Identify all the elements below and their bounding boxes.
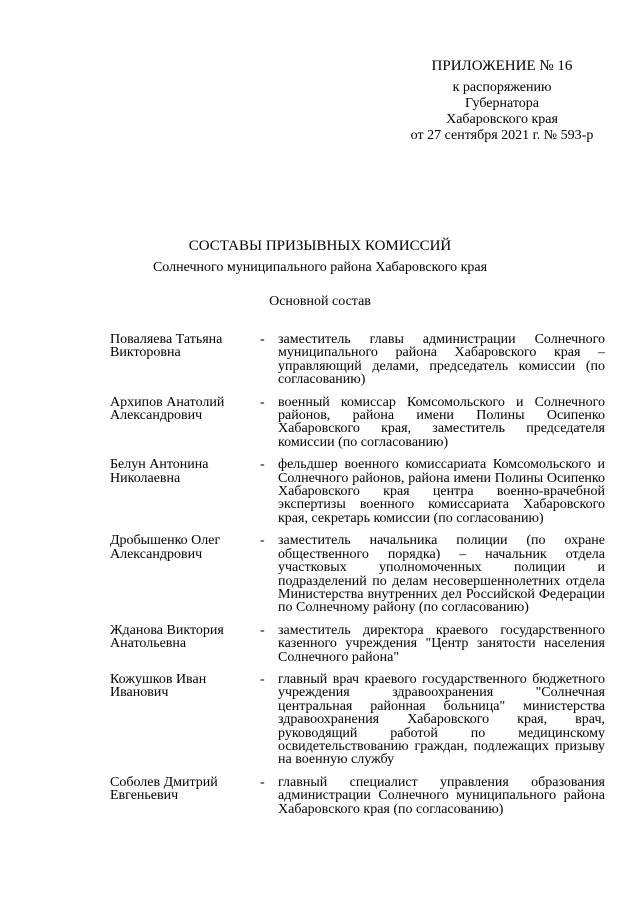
member-entry [110, 333, 605, 387]
member-entry [110, 776, 605, 816]
member-role: военный комиссар Комсомольского и Солнечного районов, района имени Полины Осипенко Хабаровского края, заместитель председателя комиссии (по согласованию) [278, 394, 605, 450]
member-name: Кожушков Иван Иванович [110, 671, 207, 701]
member-entry [110, 396, 605, 450]
member-name: Соболев Дмитрий Евгеньевич [110, 774, 218, 804]
member-role: главный специалист управления образования администрации Солнечного муниципального района Хабаровского края (по согласованию) [278, 774, 605, 817]
member-name: Архипов Анатолий Александрович [110, 394, 225, 424]
member-role: заместитель директора краевого государственного казенного учреждения "Центр занятости населения Солнечного района" [278, 622, 605, 665]
member-entry [110, 624, 605, 664]
member-entry [110, 534, 605, 614]
document-title: СОСТАВЫ ПРИЗЫВНЫХ КОМИССИЙ [188, 238, 452, 254]
appendix-number: ПРИЛОЖЕНИЕ № 16 [431, 58, 573, 74]
member-role: главный врач краевого государственного бюджетного учреждения здравоохранения "Солнечная центральная районная больница" министерства здравоохранения Хабаровского края, врач, руководящий работой по медицинскому освидетельствованию граждан, подлежащих призыву на военную службу [278, 671, 605, 768]
member-entry [110, 458, 605, 525]
member-role: заместитель начальника полиции (по охране общественного порядка) – начальник отдела участковых уполномоченных полиции и подразделений по делам несовершеннолетних отдела Министерства внутренних дел Российской Федерации по Солнечному району (по согласованию) [278, 533, 605, 616]
member-entry [110, 673, 605, 767]
member-role: фельдшер военного комиссариата Комсомольского и Солнечного районов, района имени Полины Осипенко Хабаровского края центра военно-врачебной экспертизы военного комиссариата Хабаровского края, секретарь комиссии (по согласованию) [278, 457, 605, 526]
appendix-line-4: от 27 сентября 2021 г. № 593-р [410, 128, 594, 143]
appendix-line-2: Губернатора [464, 96, 540, 111]
member-dash: - [260, 622, 265, 638]
member-name: Дробышенко Олег Александрович [110, 533, 221, 562]
member-role: заместитель главы администрации Солнечного муниципального района Хабаровского края – управляющий делами, председатель комиссии (по согласованию) [278, 332, 605, 388]
appendix-line-1: к распоряжению [452, 80, 552, 95]
appendix-block [384, 58, 620, 144]
document-subtitle: Солнечного муниципального района Хабаровского края [152, 260, 488, 275]
member-dash: - [260, 332, 265, 347]
member-dash: - [260, 457, 265, 473]
member-name: Белун Антонина Николаевна [110, 457, 209, 486]
member-dash: - [260, 394, 265, 410]
section-heading: Основной состав [269, 294, 371, 309]
appendix-line-3: Хабаровского края [446, 112, 558, 127]
members-list [110, 333, 605, 816]
member-name: Жданова Виктория Анатольевна [110, 622, 224, 652]
member-dash: - [260, 671, 265, 687]
member-name: Поваляева Татьяна Викторовна [110, 332, 223, 361]
member-dash: - [260, 774, 265, 790]
member-dash: - [260, 533, 265, 549]
